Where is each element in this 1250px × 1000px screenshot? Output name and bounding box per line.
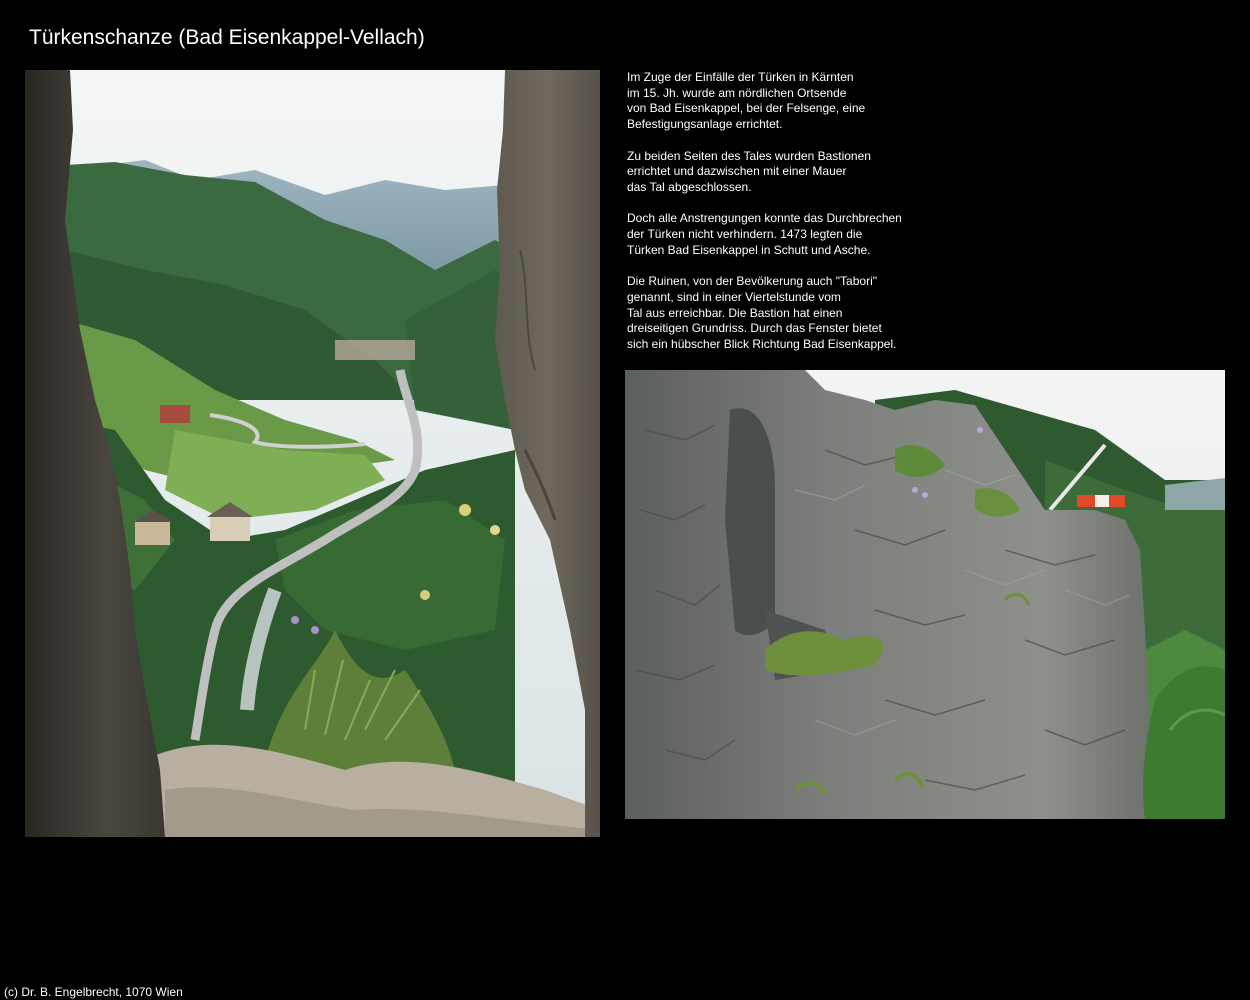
text-line: dreiseitigen Grundriss. Durch das Fenster bietet <box>627 321 882 336</box>
description-paragraph-3 <box>627 211 1227 258</box>
text-line: Im Zuge der Einfälle der Türken in Kärnten <box>627 70 854 84</box>
text-line: Zu beiden Seiten des Tales wurden Bastionen <box>627 148 871 163</box>
text-line: errichtet und dazwischen mit einer Mauer <box>627 164 847 179</box>
text-line: von Bad Eisenkappel, bei der Felsenge, eine <box>627 101 866 116</box>
text-line: Die Ruinen, von der Bevölkerung auch "Tabori" <box>627 274 877 289</box>
text-line: genannt, sind in einer Viertelstunde vom <box>627 289 841 304</box>
description-text <box>627 70 1227 368</box>
bastion-wall-image <box>625 370 1225 819</box>
bastion-wall-photo <box>625 370 1225 819</box>
text-line: Befestigungsanlage errichtet. <box>627 117 783 132</box>
text-line: Doch alle Anstrengungen konnte das Durchbrechen <box>627 211 902 226</box>
description-paragraph-4 <box>627 274 1227 353</box>
text-line: im 15. Jh. wurde am nördlichen Ortsende <box>627 85 847 100</box>
text-line: Türken Bad Eisenkappel in Schutt und Asche. <box>627 242 871 257</box>
valley-view-photo <box>25 70 600 837</box>
valley-view-image <box>25 70 600 837</box>
description-paragraph-2 <box>627 149 1227 196</box>
copyright-footer: (c) Dr. B. Engelbrecht, 1070 Wien <box>4 985 183 999</box>
description-paragraph-1 <box>627 70 1227 133</box>
text-line: das Tal abgeschlossen. <box>627 179 752 194</box>
text-line: der Türken nicht verhindern. 1473 legten die <box>627 227 863 241</box>
text-line: Tal aus erreichbar. Die Bastion hat einen <box>627 305 843 320</box>
page-title: Türkenschanze (Bad Eisenkappel-Vellach) <box>29 26 425 49</box>
text-line: sich ein hübscher Blick Richtung Bad Eisenkappel. <box>627 336 897 351</box>
